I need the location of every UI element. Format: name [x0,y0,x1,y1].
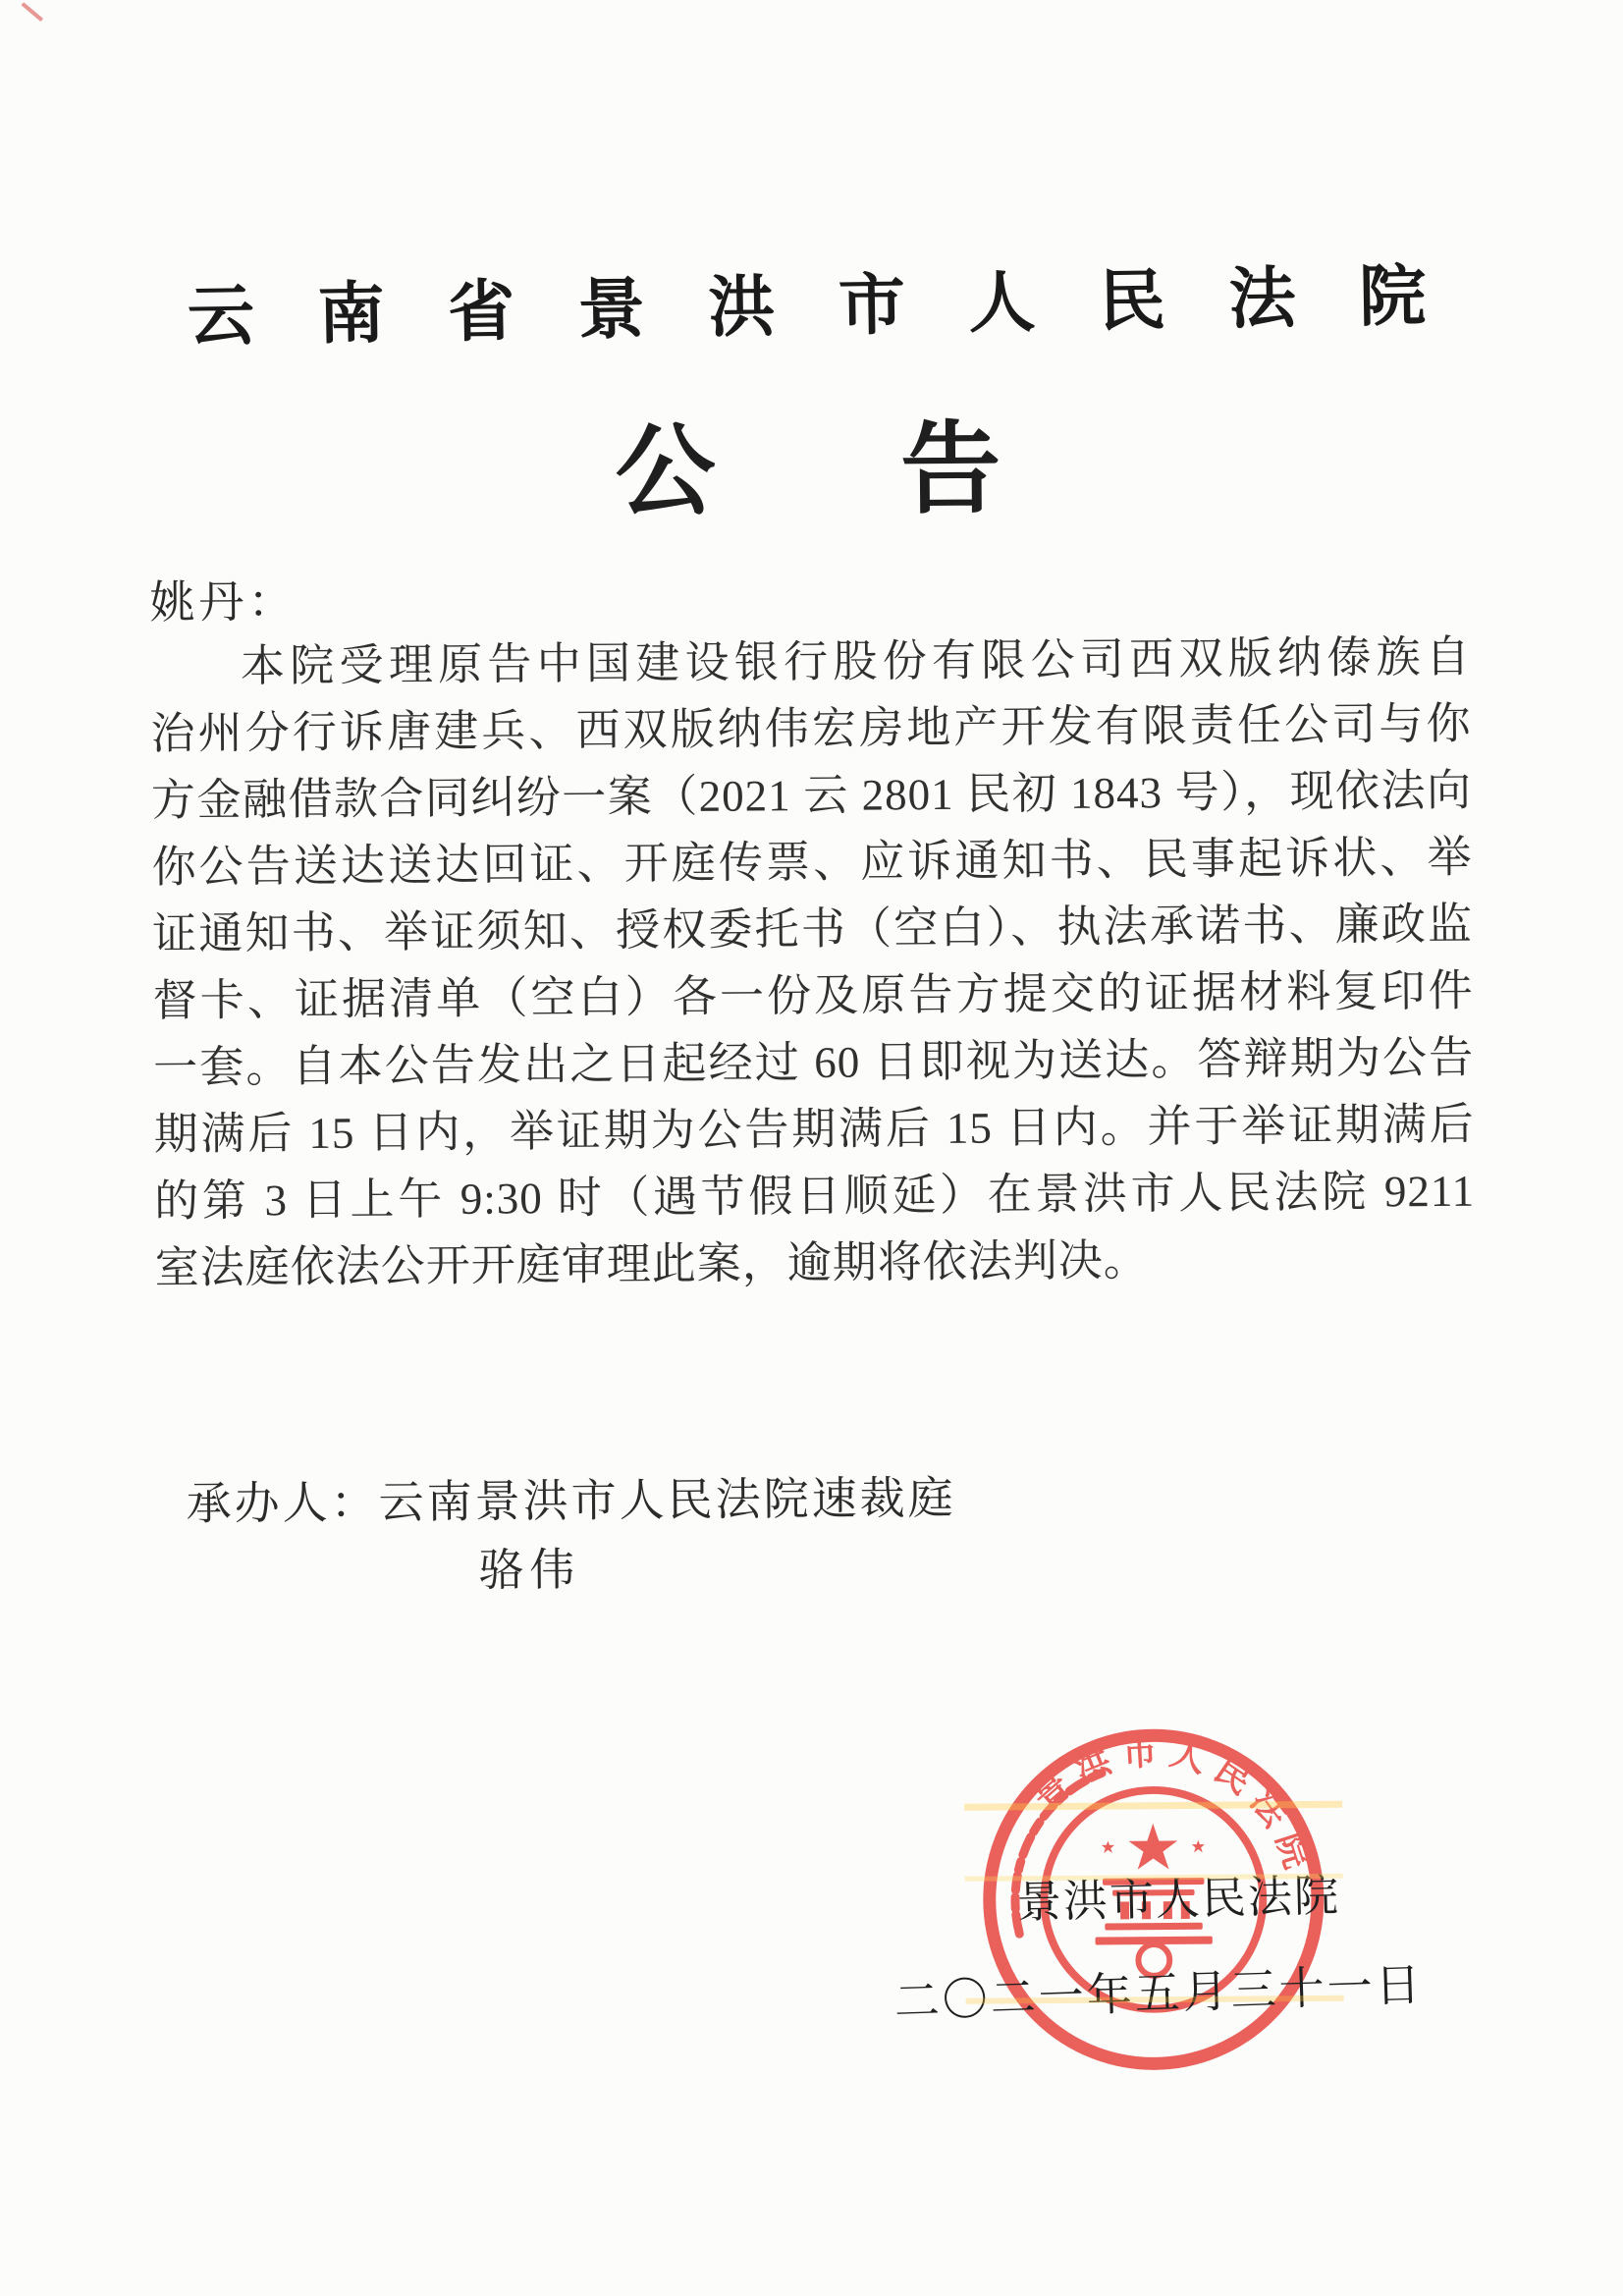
body-line: 的第 3 日上午 9:30 时（遇节假日顺延）在景洪市人民法院 9211 [154,1166,1476,1227]
body-line: 方金融借款合同纠纷一案（2021 云 2801 民初 1843 号），现依法向 [150,765,1473,826]
body-line: 你公告送达送达回证、开庭传票、应诉通知书、民事起诉状、举 [151,832,1473,893]
body-line: 证通知书、举证须知、授权委托书（空白）、执法承诺书、廉政监 [151,899,1474,959]
body-line: 督卡、证据清单（空白）各一份及原告方提交的证据材料复印件 [152,965,1474,1026]
undertaker-name: 骆伟 [478,1544,581,1596]
body-line: 治州分行诉唐建兵、西双版纳伟宏房地产开发有限责任公司与你 [150,698,1472,759]
notice-body [150,624,1476,1302]
recipient-name: 姚丹： [149,576,298,629]
notice-title: 公告 [615,412,1187,529]
undertaker-line [186,1462,955,1533]
seal-arc-text: 景洪市人民法院 [1026,1731,1321,1883]
page-title: 云南省景洪市人民法院 [187,257,1490,355]
court-signature: 景洪市人民法院 [1016,1871,1341,1928]
undertaker-label: 承办人： [186,1477,379,1530]
undertaker-unit: 云南景洪市人民法院速裁庭 [378,1472,956,1528]
issue-date: 二〇二一年五月三十一日 [893,1959,1425,2027]
body-line: 本院受理原告中国建设银行股份有限公司西双版纳傣族自 [240,631,1472,691]
body-line: 室法庭依法公开开庭审理此案，逾期将依法判决。 [154,1235,1149,1293]
body-line: 期满后 15 日内，举证期为公告期满后 15 日内。并于举证期满后 [153,1099,1475,1160]
body-line: 一套。自本公告发出之日起经过 60 日即视为送达。答辩期为公告 [152,1032,1475,1093]
